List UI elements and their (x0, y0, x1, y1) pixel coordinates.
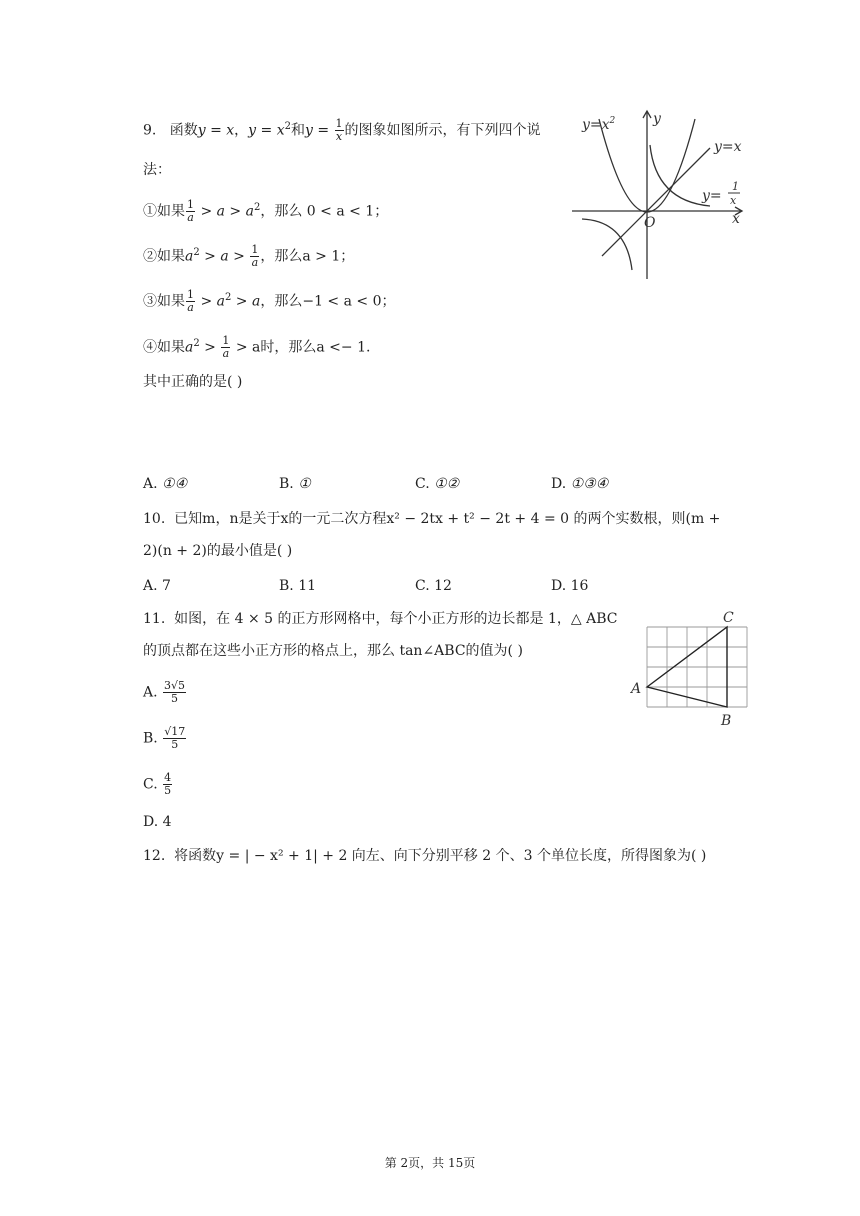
q9-statement-4: ④如果$a^2$ > $\frac{1}{a}$ > a时，那么a <− 1. (143, 334, 371, 361)
q9-option-d[interactable]: D. ①③④ (551, 476, 609, 492)
eq-y-x2: y = x (248, 122, 285, 139)
eq-y-x: y = x (197, 122, 235, 139)
label-inv-den: x (730, 194, 737, 207)
q11-line2: 的顶点都在这些小正方形的格点上，那么 tan∠ABC的值为( ) (143, 643, 523, 659)
q11-number: 11. (143, 611, 166, 627)
q11-option-b[interactable]: B. $\frac{√17}{5}$ (143, 725, 186, 751)
hyperbola-right-branch (650, 145, 710, 206)
label-b: B (721, 713, 732, 729)
label-y-eq-x: y=x (714, 139, 742, 155)
label-a: A (631, 681, 642, 697)
q10-number: 10. (143, 511, 166, 527)
page-footer: 第 2页，共 15页 (384, 1156, 476, 1170)
q10-option-a[interactable]: A. 7 (143, 578, 171, 594)
q9-line2: 法： (143, 162, 171, 178)
q10-option-d[interactable]: D. 16 (551, 578, 589, 594)
q10-line2: 2)(n + 2)的最小值是( ) (143, 543, 293, 559)
q9-line1: 9. 函数y = x，$y = x^2$和y = $\frac{1}{x}$ 的图象如图所示，有下列四个说 (143, 117, 541, 144)
q9-function-graph (570, 105, 755, 285)
label-x-axis: x (732, 211, 740, 227)
q11-option-c[interactable]: C. $\frac{4}{5}$ (143, 771, 172, 797)
q10-option-c[interactable]: C. 12 (415, 578, 452, 594)
q12-number: 12. (143, 848, 166, 864)
label-inv-num: 1 (732, 180, 739, 193)
q9-question: 其中正确的是( ) (143, 374, 243, 390)
hyperbola-left-branch (582, 219, 632, 270)
q9-number: 9. (143, 122, 157, 139)
label-y-eq-x2: $y=x^2$ (582, 116, 616, 133)
label-y-axis: y (653, 111, 661, 127)
q9-option-a[interactable]: A. ①④ (143, 476, 188, 492)
q10-option-b[interactable]: B. 11 (279, 578, 317, 594)
q10-line1: 10. 已知m，n是关于x的一元二次方程x² − 2tx + t² − 2t + 4 = 0 的两个实数根，则(m + (143, 511, 721, 527)
q11-option-a[interactable]: A. $\frac{3√5}{5}$ (143, 679, 186, 705)
line-y-eq-x (602, 148, 710, 256)
q11-option-d[interactable]: D. 4 (143, 814, 172, 830)
q12-line1: 12. 将函数y = | − x² + 1| + 2 向左、向下分别平移 2 个、3 个单位长度，所得图象为( ) (143, 848, 707, 864)
fraction-1-over-x: $\frac{1}{x}$ (335, 117, 343, 144)
q9-statement-3: ③如果 $\frac{1}{a}$ > $a^2 > a$，那么−1 < a < 0； (143, 288, 396, 315)
q9-option-b[interactable]: B. ① (279, 476, 311, 492)
label-c: C (723, 610, 734, 626)
q11-line1: 11. 如图，在 4 × 5 的正方形网格中，每个小正方形的边长都是 1，△ ABC (143, 611, 618, 627)
q11-grid-triangle (625, 605, 760, 730)
label-origin: O (644, 215, 656, 231)
q9-option-c[interactable]: C. ①② (415, 476, 460, 492)
q9-statement-2: ②如果$a^2 > a$ > $\frac{1}{a}$ ，那么a > 1； (143, 243, 355, 270)
q9-statement-1: ①如果 $\frac{1}{a}$ > $a > a^2$，那么 0 < a < 1； (143, 198, 389, 225)
label-y-eq-1-over-x: y= (702, 188, 722, 204)
